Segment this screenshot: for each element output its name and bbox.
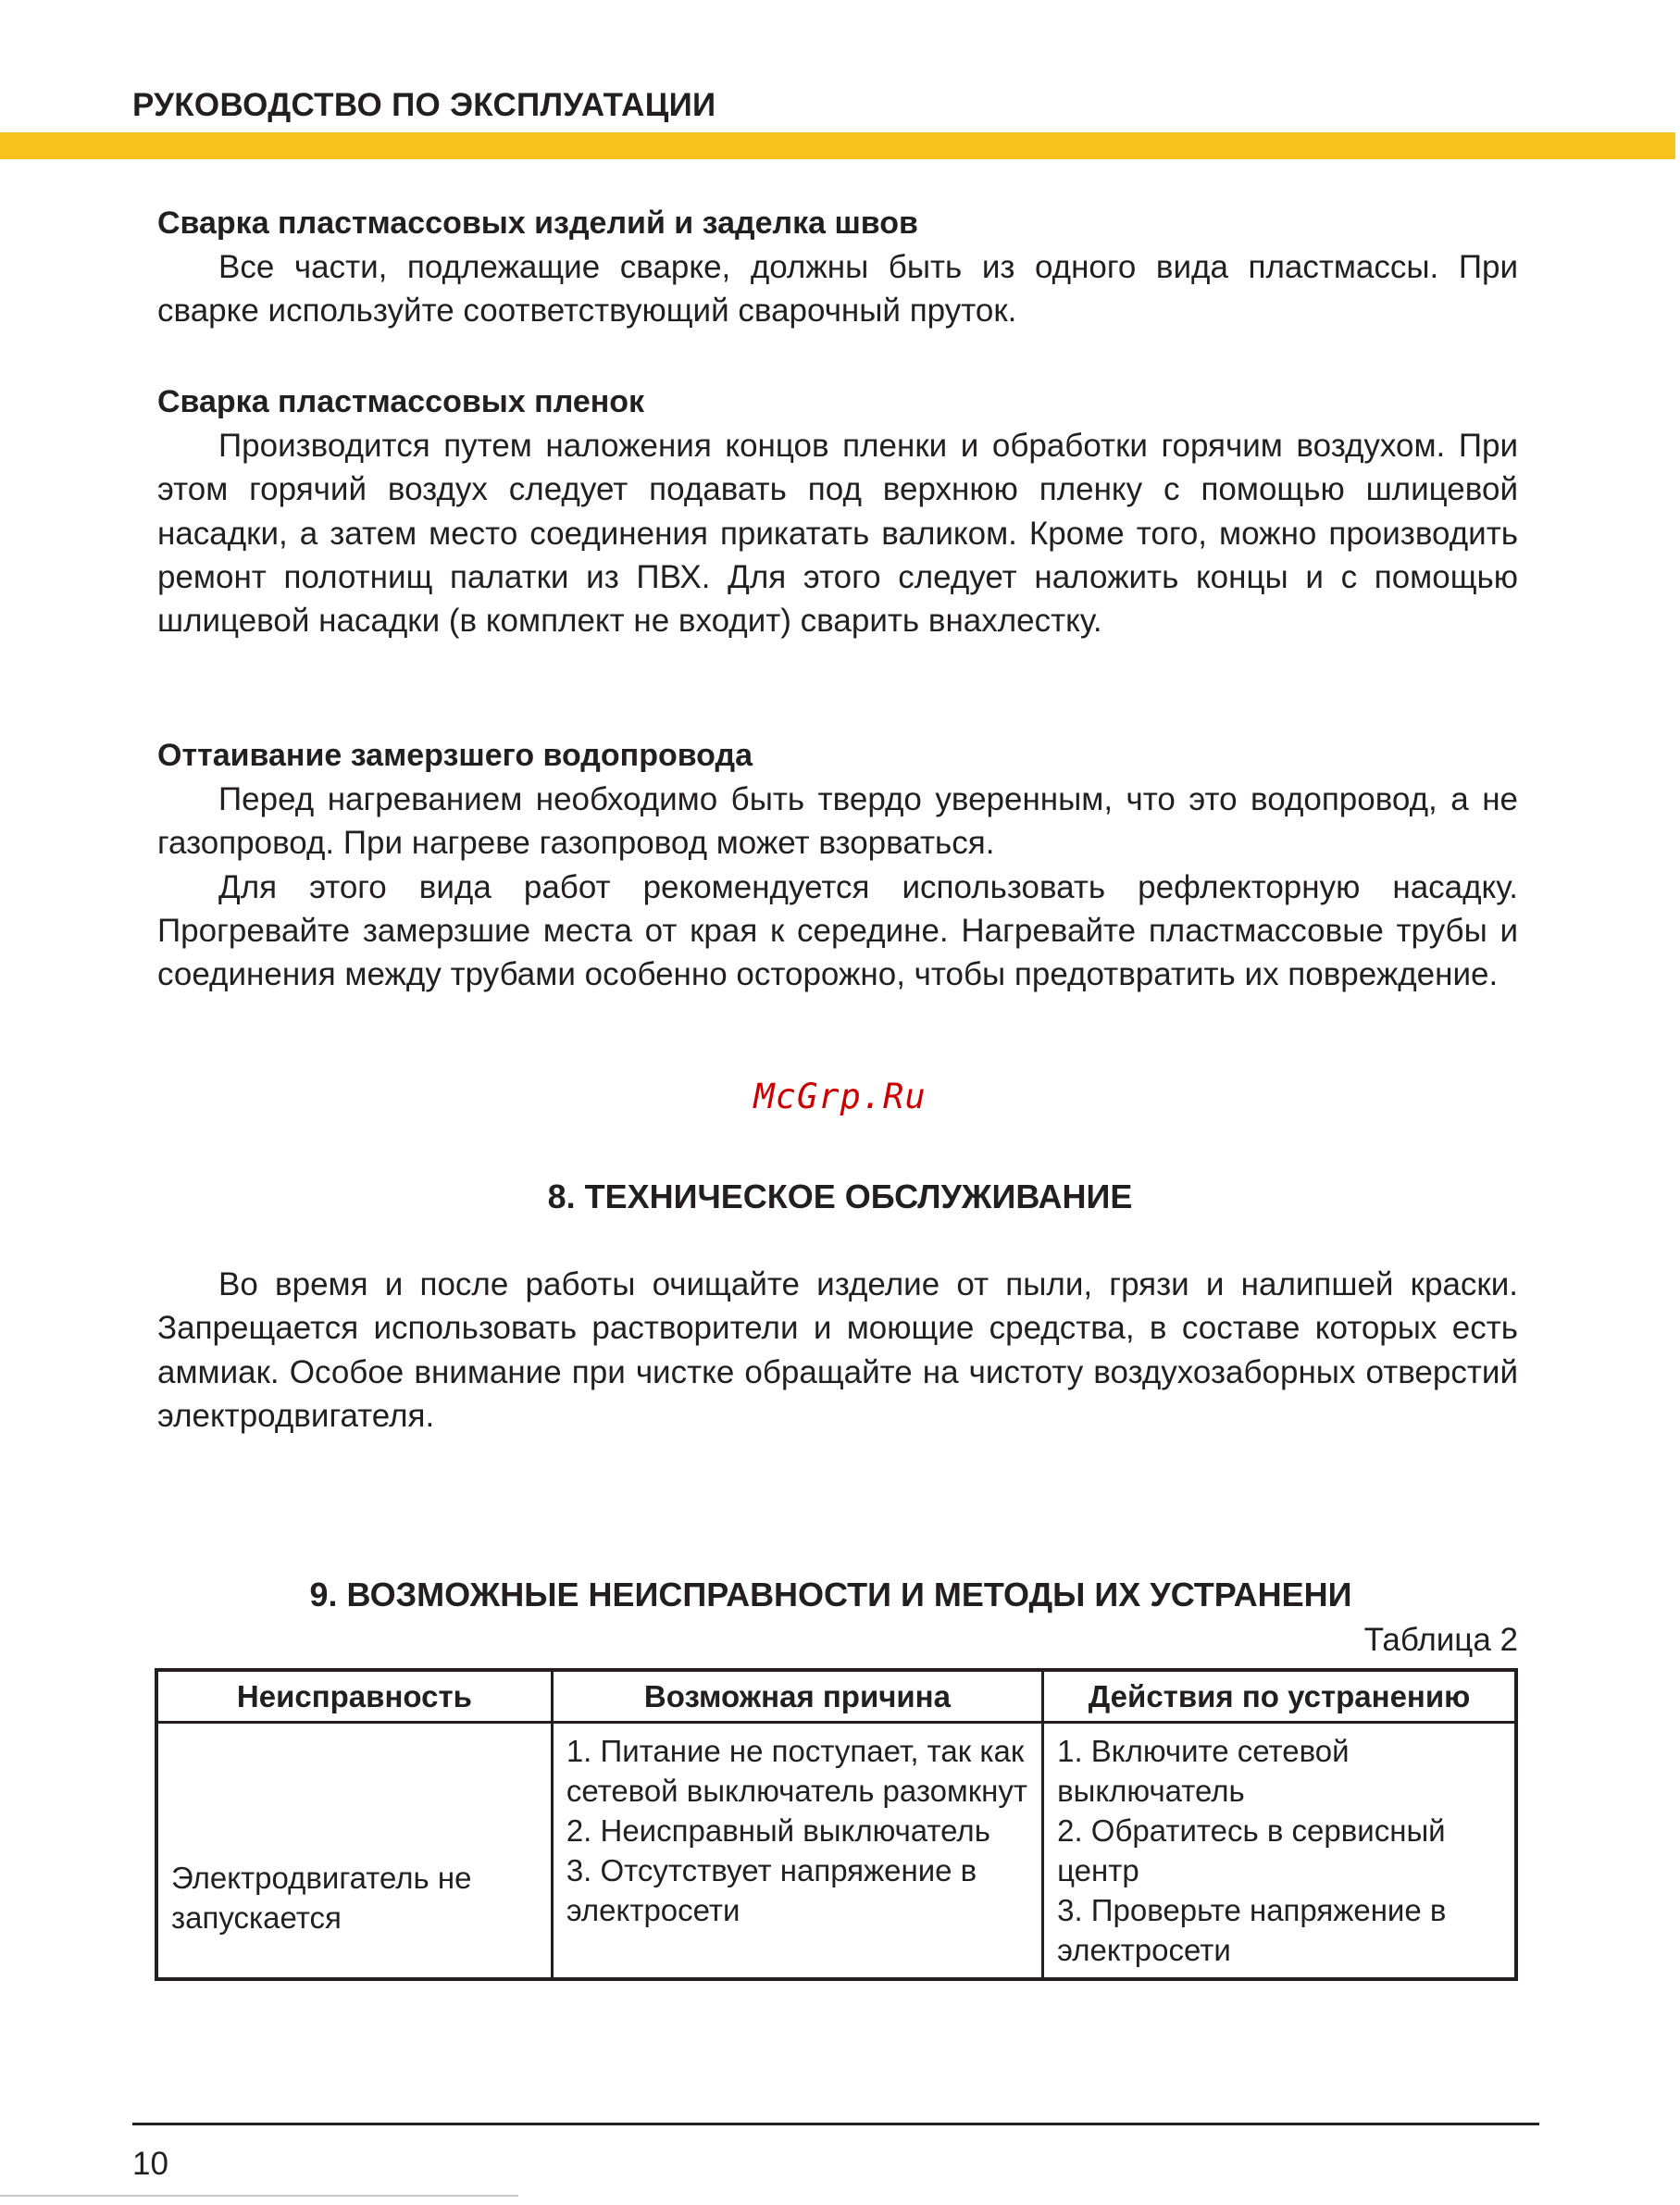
table-caption: Таблица 2	[1363, 1622, 1518, 1658]
column-header-cause: Возможная причина	[552, 1670, 1042, 1723]
action-item: 1. Включите сетевой выключатель	[1057, 1734, 1350, 1808]
section-maintenance	[157, 1263, 1518, 1438]
troubleshooting-heading: 9. ВОЗМОЖНЫЕ НЕИСПРАВНОСТИ И МЕТОДЫ ИХ УСТРАНЕНИ	[309, 1576, 1352, 1613]
cause-item: 2. Неисправный выключатель	[566, 1813, 990, 1848]
action-item: 3. Проверьте напряжение в электросети	[1057, 1893, 1447, 1967]
cause-cell	[552, 1723, 1042, 1980]
section-thawing	[157, 733, 1518, 996]
scan-edge-line	[0, 2195, 518, 2197]
section-heading: Сварка пластмассовых изделий и заделка швов	[157, 206, 918, 241]
section-heading: Оттаивание замерзшего водопровода	[157, 738, 753, 773]
column-header-fault: Неисправность	[156, 1670, 552, 1723]
fault-cell: Электродвигатель не запускается	[156, 1723, 552, 1980]
section-heading: Сварка пластмассовых пленок	[157, 384, 645, 419]
section-paragraph: Производится путем наложения концов пленки и обработки горячим воздухом. При этом горячий воздух следует подавать под верхнюю пленку с помощью шлицевой насадки, а затем место соединения прикатать валиком. Кроме того, можно производить ремонт полотнищ палатки из ПВХ. Для этого следует наложить концы и с помощью шлицевой насадки (в комплект не входит) сварить внахлестку.	[157, 428, 1518, 640]
cause-item: 1. Питание не поступает, так как сетевой выключатель разомкнут	[566, 1734, 1027, 1808]
footer-divider	[132, 2123, 1539, 2125]
page-number: 10	[132, 2146, 168, 2182]
table-header-row	[156, 1670, 1516, 1723]
header-accent-bar	[0, 132, 1675, 159]
maintenance-heading: 8. ТЕХНИЧЕСКОЕ ОБСЛУЖИВАНИЕ	[547, 1177, 1133, 1215]
column-header-action: Действия по устранению	[1043, 1670, 1516, 1723]
section-paragraph: Во время и после работы очищайте изделие от пыли, грязи и налипшей краски. Запрещается использовать растворители и моющие средства, в составе которых есть аммиак. Особое внимание при чистке обращайте на чистоту воздухозаборных отверстий электродвигателя.	[157, 1266, 1518, 1434]
action-item: 2. Обратитесь в сервисный центр	[1057, 1813, 1446, 1887]
section-paragraph: Для этого вида работ рекомендуется использовать рефлекторную насадку. Прогревайте замерзшие места от края к середине. Нагревайте пластмассовые трубы и соединения между трубами особенно осторожно, чтобы предотвратить их повреждение.	[157, 868, 1518, 993]
section-film-welding	[157, 380, 1518, 642]
watermark-text: McGrp.Ru	[753, 1077, 927, 1116]
action-cell	[1043, 1723, 1516, 1980]
document-header-title: РУКОВОДСТВО ПО ЭКСПЛУАТАЦИИ	[132, 87, 716, 123]
troubleshooting-table	[155, 1668, 1518, 1981]
section-paragraph: Все части, подлежащие сварке, должны быть из одного вида пластмассы. При сварке используйте соответствующий сварочный пруток.	[157, 249, 1518, 330]
section-paragraph: Перед нагреванием необходимо быть твердо уверенным, что это водопровод, а не газопровод. При нагреве газопровод может взорваться.	[157, 781, 1518, 862]
cause-item: 3. Отсутствует напряжение в электросети	[566, 1853, 977, 1927]
section-plastic-welding	[157, 201, 1518, 333]
table-row	[156, 1723, 1516, 1980]
